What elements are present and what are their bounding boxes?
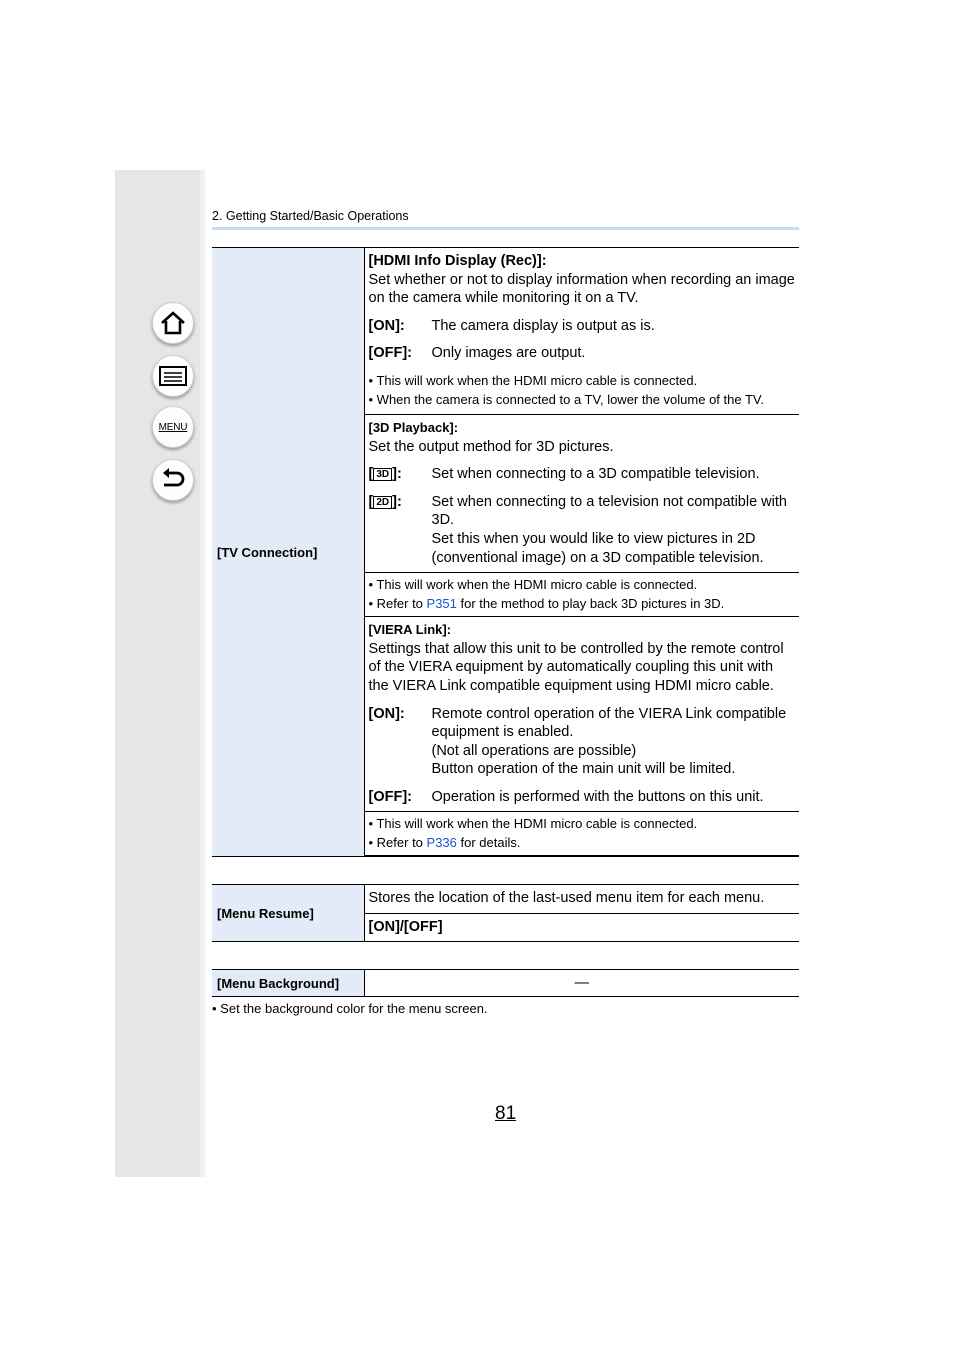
home-icon (159, 309, 187, 337)
option-value-line: (Not all operations are possible) (431, 742, 637, 759)
option-key: [ 2D ]: (368, 493, 402, 510)
note-text: When the camera is connected to a TV, lower the volume of the TV. (376, 391, 765, 407)
note-item: • This will work when the HDMI micro cable is connected. (368, 372, 698, 388)
option-value (432, 493, 796, 567)
menu-resume-options: [ON]/[OFF] (364, 913, 799, 942)
side-nav-edge (200, 170, 205, 1177)
note-item: • Refer to P351 for the method to play back 3D pictures in 3D. (368, 596, 725, 612)
home-button[interactable] (152, 302, 194, 344)
hdmi-title: [HDMI Info Display (Rec)]: (368, 253, 547, 269)
option-value: Set when connecting to a 3D compatible television. (431, 466, 760, 483)
note-text: This will work when the HDMI micro cable is connected. (376, 577, 698, 593)
menu-background-table (212, 969, 799, 997)
3d-icon: 3D (373, 468, 392, 481)
2d-option (369, 493, 796, 567)
header-rule (212, 227, 799, 230)
note-text: Set the background color for the menu screen. (220, 1001, 488, 1016)
tv-connection-label: [TV Connection] (212, 248, 364, 857)
page-link-p336[interactable]: P336 (426, 835, 457, 851)
option-key: [OFF]: (368, 788, 412, 805)
tv-connection-table (212, 247, 799, 857)
2d-icon: 2D (373, 496, 392, 509)
section-header: 2. Getting Started/Basic Operations (212, 209, 409, 223)
3d-notes-cell (364, 573, 799, 617)
3d-playback-desc: Set the output method for 3D pictures. (368, 438, 614, 455)
option-value (432, 705, 796, 779)
viera-link-cell (364, 617, 799, 812)
viera-notes-cell (364, 812, 799, 856)
contents-button[interactable] (152, 355, 194, 397)
option-key: [OFF]: (368, 345, 412, 362)
viera-title: [VIERA Link]: (368, 622, 452, 638)
menu-button[interactable] (152, 406, 194, 448)
viera-option-off (369, 788, 796, 807)
note-item: • This will work when the HDMI micro cable is connected. (368, 577, 698, 593)
viera-option-on (369, 705, 796, 779)
note-item: • When the camera is connected to a TV, lower the volume of the TV. (368, 391, 765, 407)
hdmi-desc: Set whether or not to display information when recording an image on the camera while monitoring it on a TV. (368, 271, 795, 307)
option-value: The camera display is output as is. (431, 317, 655, 334)
list-icon (158, 364, 188, 388)
viera-desc: Settings that allow this unit to be controlled by the remote control of the VIERA equipment by automatically coupling this unit with the VIERA Link compatible equipment using HDMI micro cable. (368, 640, 784, 694)
hdmi-option-on (369, 317, 796, 336)
note-text: Refer to (376, 835, 427, 851)
hdmi-option-off (369, 344, 796, 363)
option-key: [ON]: (368, 705, 405, 722)
hdmi-info-cell (364, 248, 799, 415)
3d-playback-cell (364, 414, 799, 572)
back-button[interactable] (152, 459, 194, 501)
option-value-line: Remote control operation of the VIERA Link compatible equipment is enabled. (431, 705, 787, 741)
page-link-p351[interactable]: P351 (426, 596, 457, 612)
note-text: This will work when the HDMI micro cable is connected. (376, 372, 698, 388)
option-value-line: Set this when you would like to view pictures in 2D (conventional image) on a 3D compatible television. (431, 530, 764, 566)
note-item: • This will work when the HDMI micro cable is connected. (368, 816, 698, 832)
menu-icon: MENU (158, 421, 188, 433)
menu-background-note: • Set the background color for the menu screen. (212, 1001, 488, 1016)
back-arrow-icon (159, 467, 187, 493)
menu-background-value: — (574, 974, 589, 991)
option-value-line: Set when connecting to a television not compatible with 3D. (431, 493, 787, 529)
menu-resume-label: [Menu Resume] (212, 885, 364, 942)
page-number: 81 (495, 1103, 517, 1124)
option-value: Only images are output. (431, 345, 586, 362)
option-value: Operation is performed with the buttons on this unit. (431, 788, 764, 805)
note-text: Refer to (376, 596, 427, 612)
note-item: • Refer to P336 for details. (368, 835, 521, 851)
option-key: [ 3D ]: (368, 466, 402, 483)
3d-option (369, 465, 796, 484)
menu-resume-desc: Stores the location of the last-used menu item for each menu. (368, 890, 765, 906)
3d-playback-title: [3D Playback]: (368, 419, 459, 435)
option-key: [ON]: (368, 317, 405, 334)
option-value-line: Button operation of the main unit will be limited. (431, 761, 736, 778)
note-text: for the method to play back 3D pictures in 3D. (456, 596, 725, 612)
note-text: for details. (456, 835, 521, 851)
note-text: This will work when the HDMI micro cable is connected. (376, 816, 698, 832)
menu-resume-table (212, 884, 799, 942)
menu-background-label: [Menu Background] (212, 970, 364, 997)
